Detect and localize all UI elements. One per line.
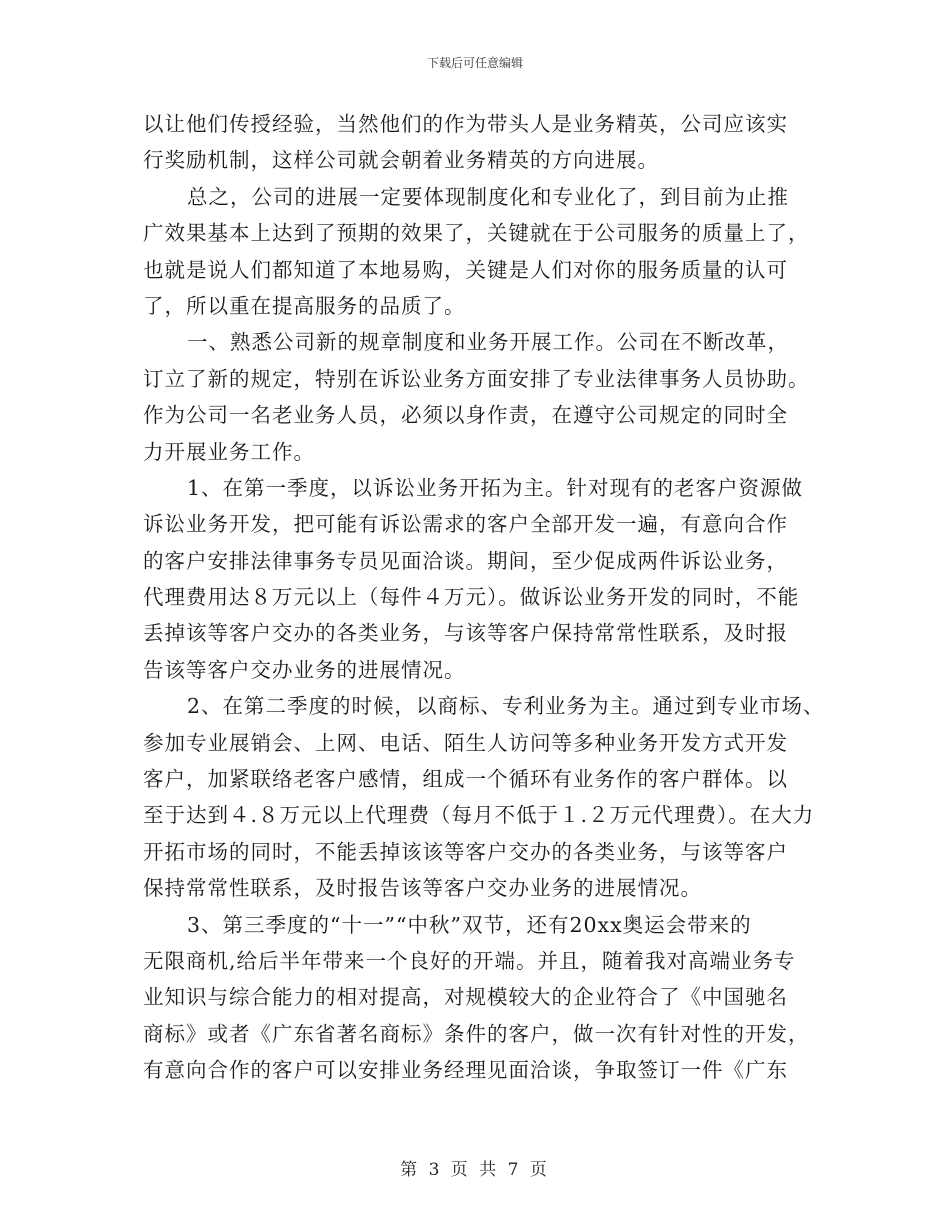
- paragraph-line: 保持常常性联系，及时报告该等客户交办业务的进展情况。: [143, 876, 702, 901]
- paragraph-line: 参加专业展销会、上网、电话、陌生人访问等多种业务开发方式开发: [143, 730, 788, 755]
- paragraph-line: 有意向合作的客户可以安排业务经理见面洽谈，争取签订一件《广东: [143, 1058, 788, 1083]
- paragraph-line: 了，所以重在提高服务的品质了。: [143, 293, 466, 318]
- paragraph-line: 订立了新的规定，特别在诉讼业务方面安排了专业法律事务人员协助。: [143, 366, 810, 391]
- paragraph-line: 的客户安排法律事务专员见面洽谈。期间，至少促成两件诉讼业务，: [143, 548, 788, 573]
- paragraph-line: 代理费用达８万元以上（每件４万元）。做诉讼业务开发的同时，不能: [143, 585, 800, 610]
- paragraph-first-line: 3、第三季度的“十一”“中秋”双节，还有20xx奥运会带来的: [187, 912, 752, 937]
- paragraph-first-line: 1、在第一季度，以诉讼业务开拓为主。针对现有的老客户资源做: [187, 475, 804, 500]
- paragraph-line: 诉讼业务开发，把可能有诉讼需求的客户全部开发一遍，有意向合作: [143, 512, 788, 537]
- paragraph-line: 丢掉该等客户交办的各类业务，与该等客户保持常常性联系，及时报: [143, 621, 788, 646]
- paragraph-line: 也就是说人们都知道了本地易购，关键是人们对你的服务质量的认可: [143, 257, 788, 282]
- paragraph-first-line: 总之，公司的进展一定要体现制度化和专业化了，到目前为止推: [187, 184, 789, 209]
- paragraph-line: 广效果基本上达到了预期的效果了，关键就在于公司服务的质量上了，: [143, 221, 810, 246]
- paragraph-line: 以让他们传授经验，当然他们的作为带头人是业务精英，公司应该实: [143, 112, 788, 136]
- paragraph-line: 开拓市场的同时，不能丢掉该该等客户交办的各类业务，与该等客户: [143, 839, 788, 864]
- paragraph-first-line: 2、在第二季度的时候，以商标、专利业务为主。通过到专业市场、: [187, 694, 825, 719]
- paragraph-line: 行奖励机制，这样公司就会朝着业务精英的方向进展。: [143, 148, 659, 173]
- page-header: 下载后可任意编辑: [426, 56, 523, 70]
- paragraph-line: 告该等客户交办业务的进展情况。: [143, 657, 466, 682]
- paragraph-line: 作为公司一名老业务人员，必须以身作责，在遵守公司规定的同时全: [143, 403, 788, 428]
- paragraph-line: 力开展业务工作。: [143, 439, 315, 464]
- paragraph-first-line: 一、熟悉公司新的规章制度和业务开展工作。公司在不断改革，: [187, 330, 789, 355]
- paragraph-line: 无限商机,给后半年带来一个良好的开端。并且，随着我对高端业务专: [143, 948, 796, 973]
- paragraph-line: 业知识与综合能力的相对提高，对规模较大的企业符合了《中国驰名: [143, 985, 788, 1010]
- paragraph-line: 商标》或者《广东省著名商标》条件的客户，做一次有针对性的开发，: [143, 1021, 810, 1046]
- paragraph-line: 客户，加紧联络老客户感情，组成一个循环有业务作的客户群体。以: [143, 767, 788, 792]
- page-footer: 第 3 页 共 7 页: [400, 1160, 550, 1180]
- paragraph-line: 至于达到４.８万元以上代理费（每月不低于１.２万元代理费）。在大力: [143, 803, 815, 828]
- document-body: [143, 106, 823, 1089]
